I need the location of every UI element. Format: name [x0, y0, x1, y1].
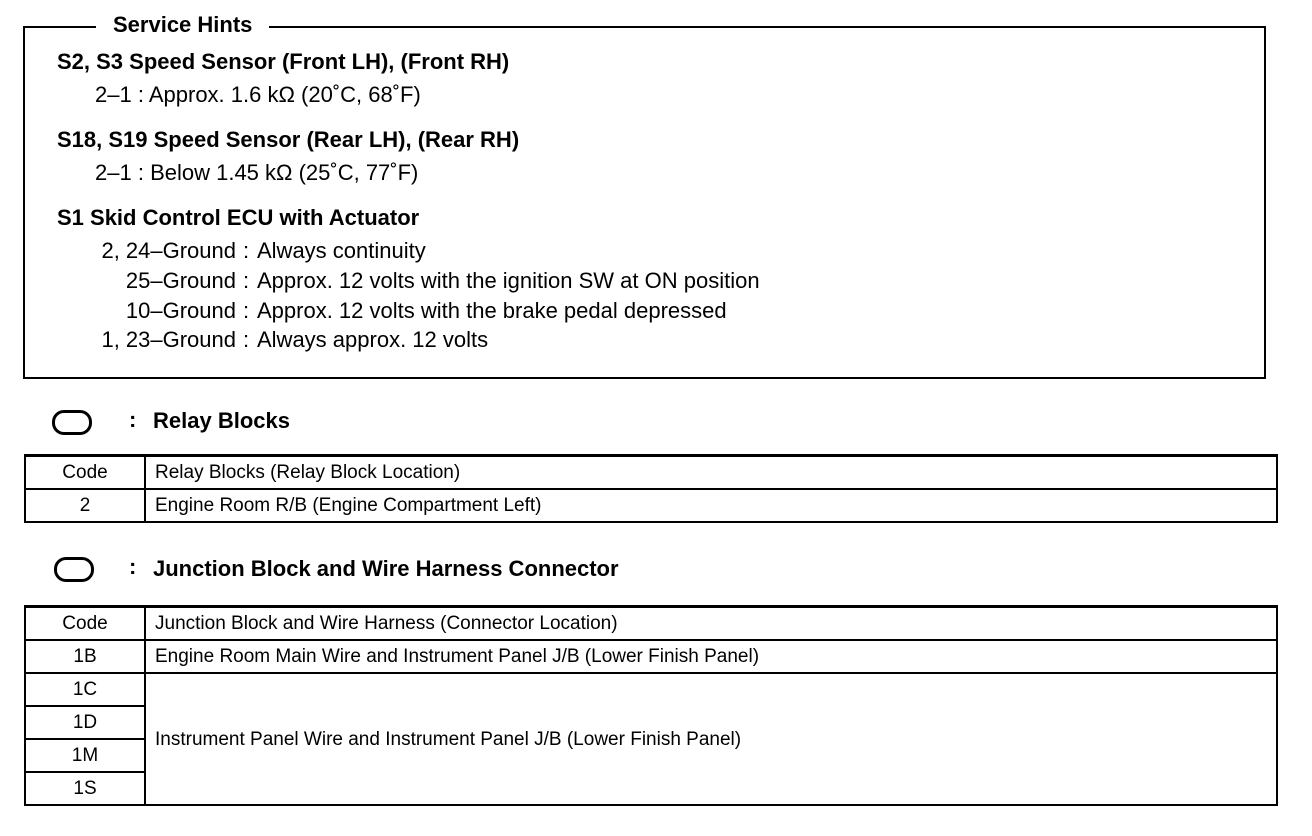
hint-value: Approx. 12 volts with the brake pedal depressed	[257, 298, 727, 323]
hint-key: 1, 23–Ground	[101, 327, 236, 352]
row-description: Instrument Panel Wire and Instrument Panel J/B (Lower Finish Panel)	[145, 673, 1277, 805]
table-row	[25, 640, 1277, 673]
header-description: Relay Blocks (Relay Block Location)	[145, 456, 1277, 490]
hint-value: Always approx. 12 volts	[257, 327, 489, 352]
row-code: 2	[25, 489, 145, 522]
hint-key: 2–1	[95, 160, 132, 185]
legend-colon: :	[129, 554, 137, 579]
row-description: Engine Room R/B (Engine Compartment Left)	[145, 489, 1277, 522]
relay-blocks-title: Relay Blocks	[153, 408, 290, 433]
section-heading-rear-speed-sensor: S18, S19 Speed Sensor (Rear LH), (Rear RH)	[57, 127, 520, 152]
row-code: 1M	[25, 739, 145, 772]
service-hints-title: Service Hints	[96, 9, 269, 41]
table-row	[25, 489, 1277, 522]
row-description: Engine Room Main Wire and Instrument Panel J/B (Lower Finish Panel)	[145, 640, 1277, 673]
row-code: 1D	[25, 706, 145, 739]
hint-key: 2–1	[95, 82, 132, 107]
section-heading-skid-control-ecu: S1 Skid Control ECU with Actuator	[57, 205, 420, 230]
junction-block-symbol-icon	[54, 557, 94, 582]
relay-blocks-table	[24, 454, 1278, 523]
hint-value: Approx. 12 volts with the ignition SW at ON position	[257, 268, 760, 293]
row-code: 1S	[25, 772, 145, 805]
row-code: 1B	[25, 640, 145, 673]
header-code: Code	[25, 456, 145, 490]
table-row	[25, 673, 1277, 706]
table-header-row	[25, 607, 1277, 641]
table-header-row	[25, 456, 1277, 490]
hint-key: 25–Ground	[125, 268, 236, 293]
header-code: Code	[25, 607, 145, 641]
legend-colon: :	[129, 407, 137, 432]
hint-value: Approx. 1.6 kΩ (20˚C, 68˚F)	[148, 82, 421, 107]
junction-block-table	[24, 605, 1278, 806]
relay-block-symbol-icon	[52, 410, 92, 435]
hint-value: Below 1.45 kΩ (25˚C, 77˚F)	[150, 160, 419, 185]
section-heading-front-speed-sensor: S2, S3 Speed Sensor (Front LH), (Front RH)	[57, 49, 510, 74]
junction-block-title: Junction Block and Wire Harness Connector	[153, 556, 619, 581]
hint-line: 2–1 : Approx. 1.6 kΩ (20˚C, 68˚F)	[95, 82, 421, 107]
hint-key: 2, 24–Ground	[101, 238, 236, 263]
header-description: Junction Block and Wire Harness (Connector Location)	[145, 607, 1277, 641]
hint-value: Always continuity	[257, 238, 426, 263]
row-code: 1C	[25, 673, 145, 706]
hint-line: 2–1 : Below 1.45 kΩ (25˚C, 77˚F)	[95, 160, 419, 185]
hint-key: 10–Ground	[125, 298, 236, 323]
